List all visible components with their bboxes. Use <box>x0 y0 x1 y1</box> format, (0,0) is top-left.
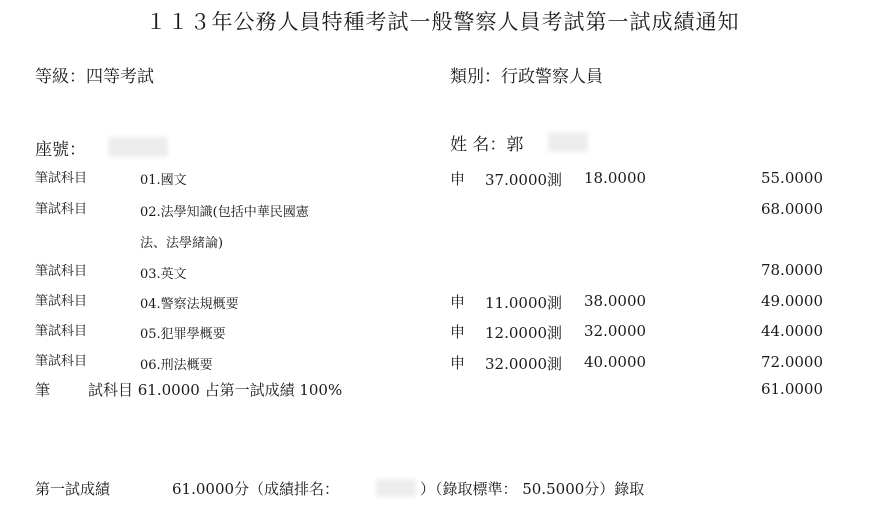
subject-kind: 筆試科目 <box>35 202 88 217</box>
first-test-score-label: 第一試成績 <box>35 480 111 498</box>
subject-name: 03.英文 <box>140 267 187 282</box>
subject-kind: 筆試科目 <box>35 354 88 369</box>
subject-shen: 申 <box>450 323 466 341</box>
subject-shen: 申 <box>450 170 466 188</box>
subject-score-a: 12.0000測 <box>485 324 563 342</box>
redacted-seat-number <box>108 137 168 157</box>
grade-label: 等級：四等考試 <box>35 67 154 87</box>
redacted-rank <box>376 479 416 497</box>
subject-kind: 筆試科目 <box>35 171 88 186</box>
page-title: １１３年公務人員特種考試一般警察人員考試第一試成績通知 <box>145 10 740 34</box>
subject-total: 78.0000 <box>760 261 823 279</box>
name-label: 姓 名：郭 <box>450 135 524 155</box>
subject-score-b: 40.0000 <box>584 353 647 371</box>
subject-total: 68.0000 <box>760 200 823 218</box>
subject-score-a: 32.0000測 <box>485 355 563 373</box>
subject-score-b: 38.0000 <box>584 292 647 310</box>
first-test-score: 61.0000分（成績排名： <box>172 480 340 498</box>
subject-shen: 申 <box>450 354 466 372</box>
subject-kind: 筆試科目 <box>35 264 88 279</box>
subject-name: 05.犯罪學概要 <box>140 327 226 342</box>
subject-kind: 筆試科目 <box>35 294 88 309</box>
seat-label: 座號： <box>35 140 86 160</box>
summary-prefix: 筆 <box>35 381 51 399</box>
summary-total: 61.0000 <box>760 380 823 398</box>
subject-score-b: 32.0000 <box>584 322 647 340</box>
subject-score-a: 37.0000測 <box>485 171 563 189</box>
category-label: 類別：行政警察人員 <box>450 67 603 87</box>
subject-kind: 筆試科目 <box>35 324 88 339</box>
summary-text: 試科目 61.0000 占第一試成績 100% <box>88 381 343 399</box>
subject-name: 01.國文 <box>140 173 187 188</box>
admission-standard: ）（錄取標準： 50.5000分）錄取 <box>420 480 645 498</box>
redacted-name <box>548 132 588 152</box>
subject-name-continued: 法、法學緒論) <box>140 236 224 251</box>
subject-total: 55.0000 <box>760 169 823 187</box>
subject-total: 49.0000 <box>760 292 823 310</box>
subject-name: 02.法學知識(包括中華民國憲 <box>140 205 309 220</box>
subject-name: 04.警察法規概要 <box>140 297 239 312</box>
subject-name: 06.刑法概要 <box>140 358 213 373</box>
subject-score-b: 18.0000 <box>584 169 647 187</box>
subject-total: 44.0000 <box>760 322 823 340</box>
subject-score-a: 11.0000測 <box>485 294 563 312</box>
subject-total: 72.0000 <box>760 353 823 371</box>
subject-shen: 申 <box>450 293 466 311</box>
